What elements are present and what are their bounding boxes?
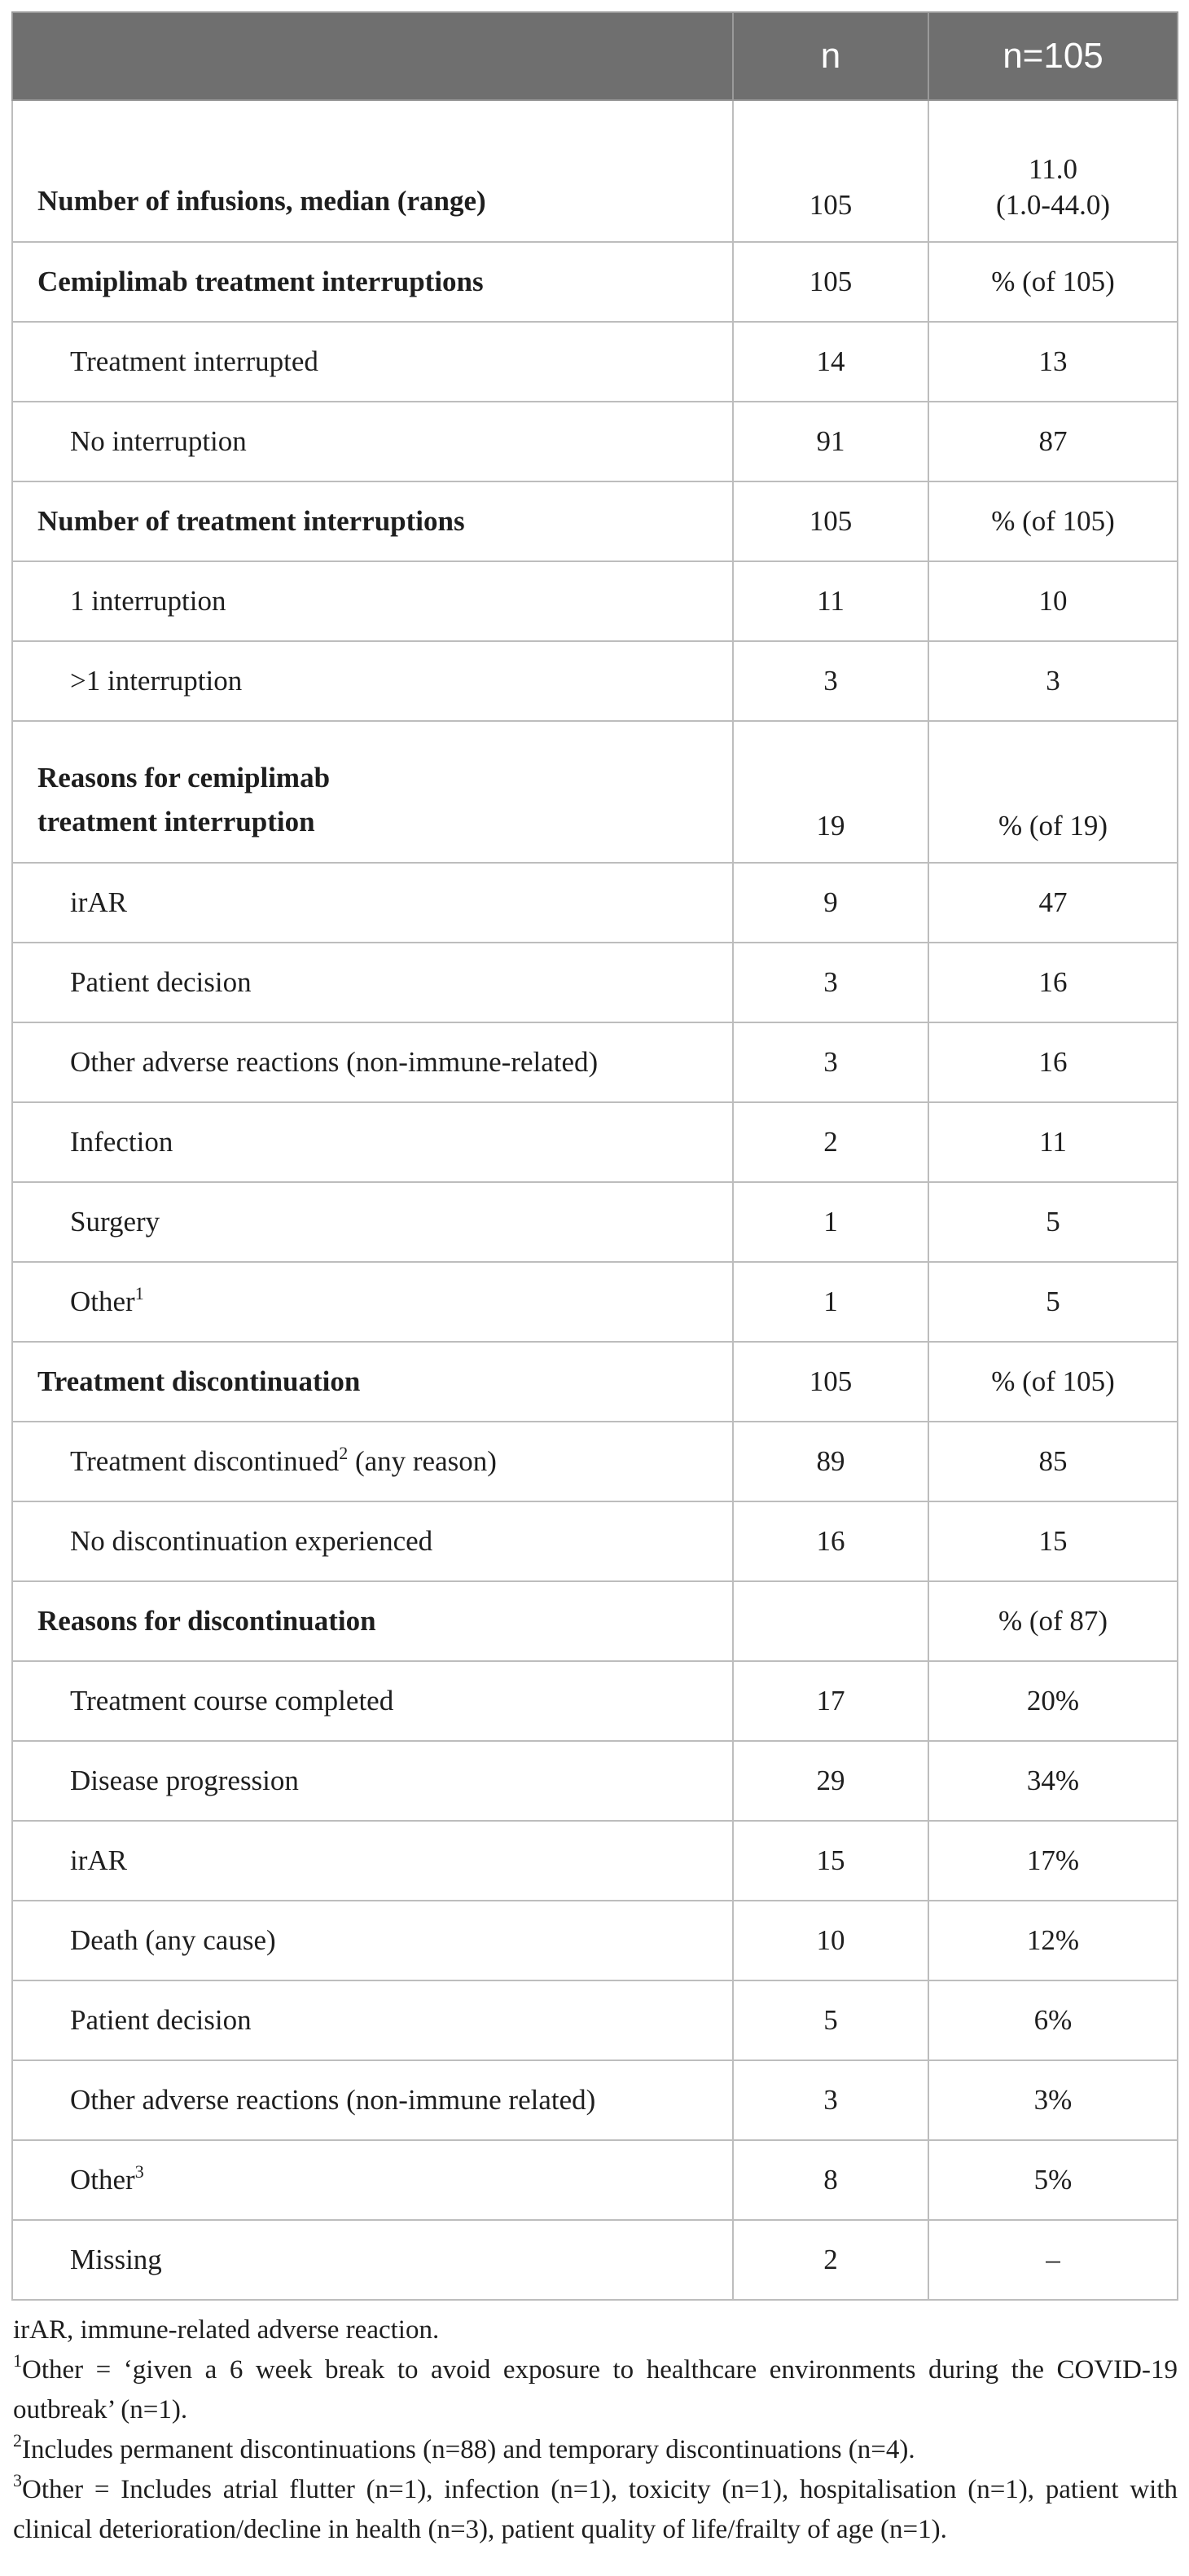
row-n: 8 [733,2140,928,2220]
row-label-text: Disease progression [70,1765,299,1796]
row-label [12,561,733,641]
row-label [12,1901,733,1980]
footnote-text: Other = Includes atrial flutter (n=1), infection (n=1), toxicity (n=1), hospitalisation (n=1), patient with clinical deterioration/decline in health (n=3), patient quality of life/frailty of age (n=1). [13,2475,1178,2544]
row-label [12,2060,733,2140]
row-n: 1 [733,1182,928,1262]
row-label-text: 1 interruption [70,585,226,617]
section-row [12,100,1178,242]
row-value [928,1102,1178,1182]
row-label-text: Patient decision [70,966,252,998]
section-row [12,242,1178,322]
row-value [928,1581,1178,1661]
row-label [12,1422,733,1501]
footnote [13,2350,1178,2430]
row-n: 105 [733,481,928,561]
row-label-text: Other adverse reactions (non-immune related) [70,2084,596,2116]
row-value [928,242,1178,322]
section-row [12,1581,1178,1661]
row-label [12,1980,733,2060]
footnote-text: Other = ‘given a 6 week break to avoid exposure to healthcare environments during the COVID-19 outbreak’ (n=1). [13,2355,1178,2424]
row-value-text: % (of 87) [998,1605,1108,1637]
row-value [928,1422,1178,1501]
row-value-text: 11.0 [1029,153,1077,185]
row-value [928,2220,1178,2300]
row-label [12,322,733,402]
row-n: 3 [733,2060,928,2140]
row-n: 89 [733,1422,928,1501]
row-n: 3 [733,943,928,1022]
row-label-text: Reasons for cemiplimab [37,762,331,793]
footnote-number: 2 [13,2430,22,2451]
row-label-text-line2: treatment interruption [37,806,315,837]
row-label-text: Other adverse reactions (non-immune-related) [70,1046,599,1078]
row-label [12,1741,733,1821]
row-label-text: Other [70,1286,135,1317]
row-value-text: % (of 105) [991,1365,1115,1397]
row-label [12,2220,733,2300]
row-label-text: irAR [70,1844,127,1876]
row-label [12,641,733,721]
table-row [12,561,1178,641]
table-row [12,1821,1178,1901]
row-n: 105 [733,1342,928,1422]
footnote [13,2430,1178,2470]
section-row [12,1342,1178,1422]
row-value [928,402,1178,481]
table-row [12,1422,1178,1501]
row-n: 5 [733,1980,928,2060]
row-label [12,402,733,481]
row-label-text: Infection [70,1126,173,1158]
row-n: 14 [733,322,928,402]
row-value-text: 20% [1026,1685,1080,1717]
row-value-text: 3% [1033,2084,1073,2116]
row-value-text: % (of 105) [991,266,1115,297]
row-value-text: 5 [1046,1206,1060,1237]
row-value [928,2060,1178,2140]
row-value-text: % (of 105) [991,505,1115,537]
table-row [12,1182,1178,1262]
footnote-marker: 1 [134,1283,144,1303]
row-label [12,721,733,863]
table-row [12,2060,1178,2140]
row-label [12,1581,733,1661]
row-label [12,100,733,242]
row-label [12,1102,733,1182]
row-label [12,1342,733,1422]
section-row [12,721,1178,863]
header-value-col: n=105 [928,12,1178,100]
row-label-text: irAR [70,886,127,918]
row-label-text: >1 interruption [70,665,243,697]
row-label-text: Treatment interrupted [70,345,318,377]
row-value [928,721,1178,863]
row-n: 17 [733,1661,928,1741]
row-label [12,2140,733,2220]
row-value-text: 6% [1033,2004,1073,2036]
row-value [928,561,1178,641]
row-value-text: 5 [1046,1286,1060,1317]
row-n: 2 [733,2220,928,2300]
table-row [12,1661,1178,1741]
row-n: 16 [733,1501,928,1581]
row-label-text: Treatment course completed [70,1685,394,1717]
row-value-text: 11 [1039,1126,1067,1158]
row-n: 1 [733,1262,928,1342]
row-label-text: Surgery [70,1206,160,1237]
row-label-text: Cemiplimab treatment interruptions [37,266,484,297]
row-label-text: Death (any cause) [70,1924,276,1956]
row-value-text: 13 [1038,345,1068,377]
row-label [12,943,733,1022]
row-label [12,481,733,561]
row-label-text: Number of infusions, median (range) [37,185,486,217]
row-value-text: 17% [1026,1844,1080,1876]
row-value [928,1741,1178,1821]
row-value [928,481,1178,561]
row-n: 11 [733,561,928,641]
table-row [12,2140,1178,2220]
row-value [928,100,1178,242]
row-value-text: 3 [1046,665,1060,697]
table-body [12,100,1178,2300]
table-row [12,1501,1178,1581]
row-value-text: 47 [1038,886,1068,918]
row-n: 29 [733,1741,928,1821]
row-value-range: (1.0-44.0) [996,189,1110,221]
row-value [928,1980,1178,2060]
row-value [928,863,1178,943]
table-row [12,322,1178,402]
row-value [928,1821,1178,1901]
row-value-text: 16 [1038,966,1068,998]
footnote-text: irAR, immune-related adverse reaction. [13,2315,440,2345]
row-value [928,1501,1178,1581]
row-label-text: Patient decision [70,2004,252,2036]
data-table [11,11,1178,2301]
table-row [12,1262,1178,1342]
row-label [12,863,733,943]
footnote [13,2470,1178,2550]
row-label-text: Other [70,2164,135,2196]
table-row [12,402,1178,481]
row-value-text: 85 [1038,1445,1068,1477]
row-value-text: 16 [1038,1046,1068,1078]
table-row [12,1741,1178,1821]
row-value-text: 5% [1033,2164,1073,2196]
table-row [12,943,1178,1022]
row-value [928,943,1178,1022]
row-label [12,1262,733,1342]
row-value [928,1262,1178,1342]
row-n: 19 [733,721,928,863]
row-value-text: % (of 19) [998,810,1108,842]
row-n: 10 [733,1901,928,1980]
row-value-text: 10 [1038,585,1068,617]
row-label-text: Treatment discontinuation [37,1365,361,1397]
table-row [12,1901,1178,1980]
row-n: 3 [733,1022,928,1102]
row-value-text: 87 [1038,425,1068,457]
table-row [12,1022,1178,1102]
row-value-text: 34% [1026,1765,1080,1796]
row-value-text: 12% [1026,1924,1080,1956]
footnote-marker: 2 [339,1443,349,1463]
row-label [12,1182,733,1262]
row-label-text: No interruption [70,425,247,457]
table-row [12,1102,1178,1182]
row-n: 15 [733,1821,928,1901]
row-label-text: Number of treatment interruptions [37,505,465,537]
row-label [12,242,733,322]
row-n: 105 [733,100,928,242]
row-n: 91 [733,402,928,481]
table-row [12,863,1178,943]
row-value [928,1901,1178,1980]
table-row [12,1980,1178,2060]
row-value-text: – [1046,2244,1060,2275]
row-value-text: 15 [1038,1525,1068,1557]
row-n [733,1581,928,1661]
row-value [928,1342,1178,1422]
footnotes [11,2310,1178,2550]
row-value [928,641,1178,721]
row-value [928,322,1178,402]
row-label-suffix: (any reason) [348,1445,497,1477]
header-n-col: n [733,12,928,100]
row-n: 3 [733,641,928,721]
footnote-text: Includes permanent discontinuations (n=88) and temporary discontinuations (n=4). [22,2435,915,2464]
footnote-number: 1 [13,2350,22,2371]
table-row [12,641,1178,721]
row-label [12,1501,733,1581]
row-n: 9 [733,863,928,943]
row-value [928,1022,1178,1102]
row-label-text: Missing [70,2244,162,2275]
footnote-number: 3 [13,2470,22,2490]
footnote-marker: 3 [134,2161,144,2182]
row-value [928,2140,1178,2220]
row-label-text: Reasons for discontinuation [37,1605,376,1637]
section-row [12,481,1178,561]
footnote [13,2310,1178,2350]
row-label [12,1661,733,1741]
table-container [11,11,1178,2550]
row-label [12,1022,733,1102]
row-label [12,1821,733,1901]
row-value [928,1661,1178,1741]
row-value [928,1182,1178,1262]
row-n: 2 [733,1102,928,1182]
table-row [12,2220,1178,2300]
row-label-text: Treatment discontinued [70,1445,340,1477]
header-label-col [12,12,733,100]
table-header-row [12,12,1178,100]
row-label-text: No discontinuation experienced [70,1525,433,1557]
row-n: 105 [733,242,928,322]
